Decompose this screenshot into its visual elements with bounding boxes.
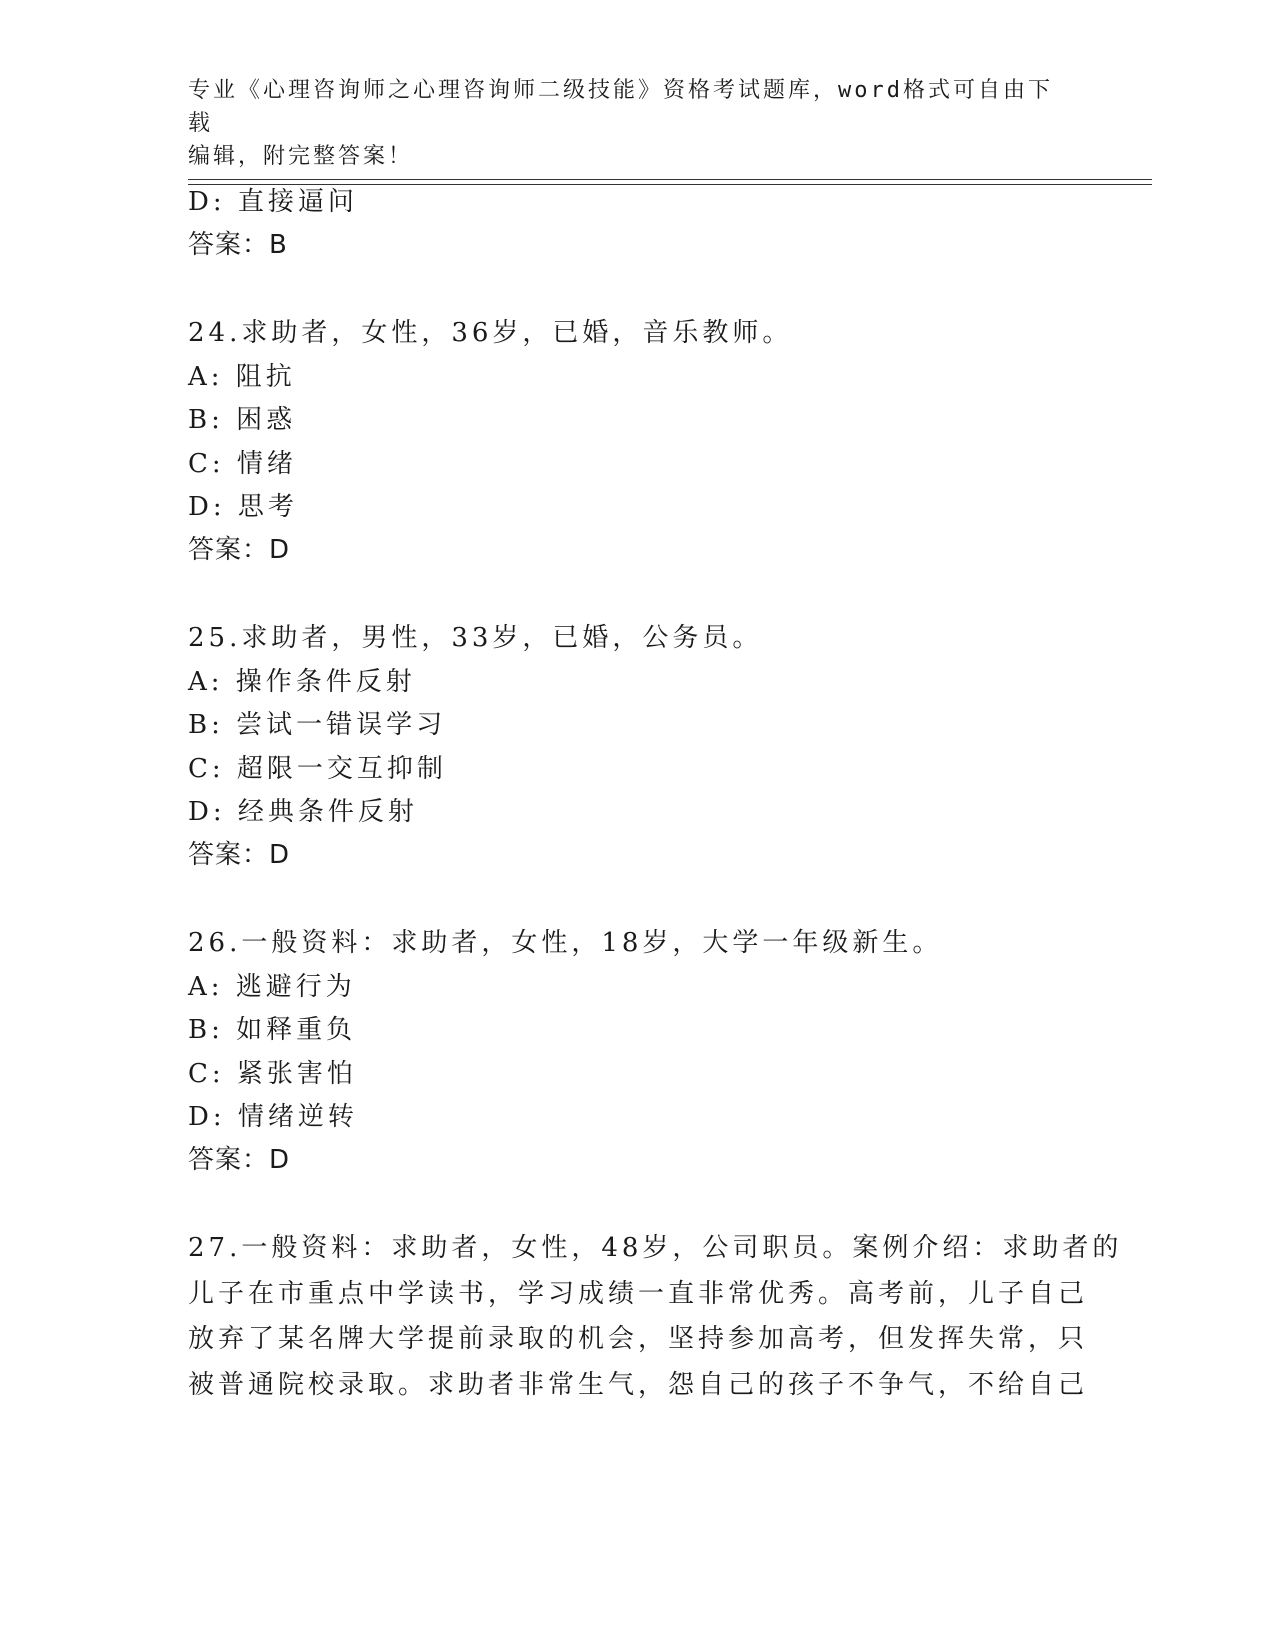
q27-line-3: 放弃了某名牌大学提前录取的机会，坚持参加高考，但发挥失常，只 bbox=[188, 1324, 1089, 1354]
q26-stem: 26.一般资料：求助者，女性，18岁，大学一年级新生。 bbox=[188, 928, 943, 958]
q25-stem: 25.求助者，男性，33岁，已婚，公务员。 bbox=[188, 623, 763, 653]
header-line-2: 编辑，附完整答案！ bbox=[188, 144, 414, 169]
q26-option-a: A: 逃避行为 bbox=[188, 972, 356, 1002]
q24-option-a: A: 阻抗 bbox=[188, 362, 296, 392]
q26-option-b: B: 如释重负 bbox=[188, 1015, 357, 1045]
header-line-1: 专业《心理咨询师之心理咨询师二级技能》资格考试题库，word格式可自由下载 bbox=[188, 78, 1053, 136]
q24-option-c: C: 情绪 bbox=[188, 449, 297, 479]
q24-stem: 24.求助者，女性，36岁，已婚，音乐教师。 bbox=[188, 318, 793, 348]
header-divider-top bbox=[188, 179, 1152, 180]
q24-option-d: D: 思考 bbox=[188, 492, 298, 522]
q25-answer: 答案：D bbox=[188, 840, 291, 870]
q23-answer: 答案：B bbox=[188, 230, 288, 260]
document-header bbox=[188, 74, 1068, 173]
q26-option-c: C: 紧张害怕 bbox=[188, 1059, 357, 1089]
q27-line-2: 儿子在市重点中学读书，学习成绩一直非常优秀。高考前，儿子自己 bbox=[188, 1278, 1089, 1309]
q24-option-b: B: 困惑 bbox=[188, 405, 297, 435]
q23-option-d: D: 直接逼问 bbox=[188, 187, 358, 217]
q27-body bbox=[188, 1226, 1123, 1408]
q25-option-c: C: 超限一交互抑制 bbox=[188, 754, 447, 784]
q26-answer: 答案：D bbox=[188, 1145, 291, 1175]
q27-line-4: 被普通院校录取。求助者非常生气，怨自己的孩子不争气，不给自己 bbox=[188, 1369, 1089, 1400]
q25-option-d: D: 经典条件反射 bbox=[188, 797, 418, 827]
q26-option-d: D: 情绪逆转 bbox=[188, 1102, 358, 1132]
q27-line-1: 27.一般资料：求助者，女性，48岁，公司职员。案例介绍：求助者的 bbox=[188, 1233, 1123, 1263]
q24-answer: 答案：D bbox=[188, 535, 291, 565]
q25-option-a: A: 操作条件反射 bbox=[188, 667, 416, 697]
q25-option-b: B: 尝试一错误学习 bbox=[188, 710, 447, 740]
